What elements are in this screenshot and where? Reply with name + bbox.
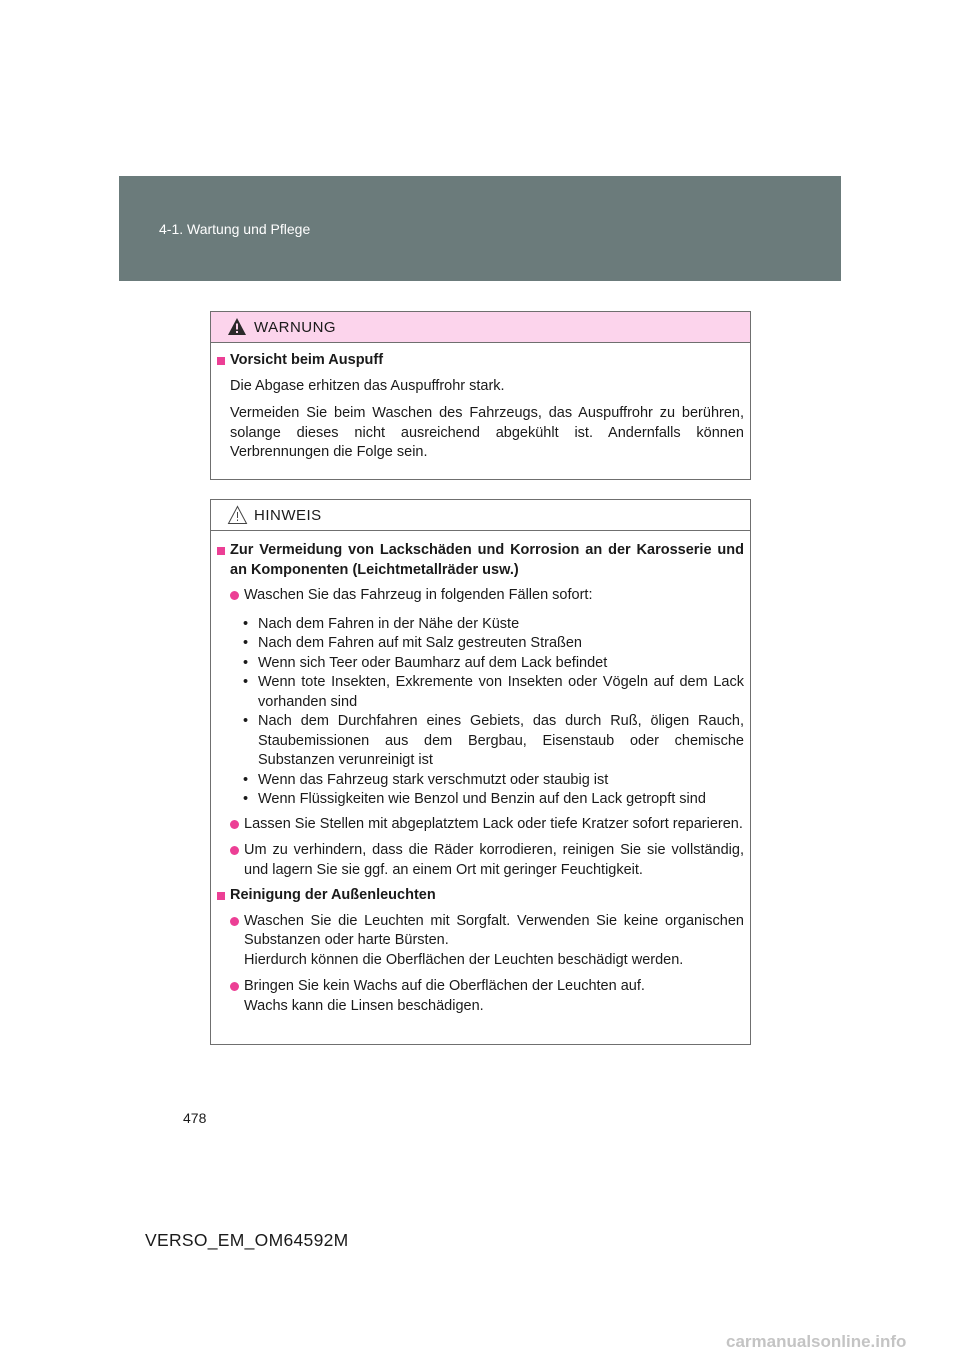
circle-bullet-icon: [230, 591, 239, 600]
notice-section-heading: Zur Vermeidung von Lackschäden und Korrosion an der Karosserie und an Komponenten (Leichtmetallräder usw.): [217, 541, 744, 580]
square-bullet-icon: [217, 892, 225, 900]
watermark: carmanualsonline.info: [726, 1332, 907, 1351]
warning-paragraph: Die Abgase erhitzen das Auspuffrohr stark.: [230, 377, 505, 394]
circle-bullet-icon: [230, 982, 239, 991]
bullet-item: • Nach dem Fahren auf mit Salz gestreuten Straßen: [243, 635, 582, 651]
notice-box: [210, 499, 751, 1045]
list-item: Bringen Sie kein Wachs auf die Oberflächen der Leuchten auf. Wachs kann die Linsen beschädigen.: [230, 977, 744, 1016]
square-bullet-icon: [217, 357, 225, 365]
notice-section-heading: Reinigung der Außenleuchten: [217, 886, 744, 906]
bullet-item: • Wenn Flüssigkeiten wie Benzol und Benzin auf den Lack getropft sind: [243, 791, 706, 807]
warning-header: [211, 312, 750, 343]
warning-triangle-icon: [227, 317, 247, 336]
bullet-item: • Nach dem Durchfahren eines Gebiets, das durch Ruß, öligen Rauch, Staubemissionen aus dem Bergbau, Eisenstaub oder chemische Substanzen verunreinigt ist: [243, 713, 744, 768]
list-item: Lassen Sie Stellen mit abgeplatztem Lack oder tiefe Kratzer sofort reparieren.: [230, 815, 744, 835]
notice-header: [211, 500, 750, 531]
notice-title: HINWEIS: [254, 507, 322, 524]
warning-paragraph: Vermeiden Sie beim Waschen des Fahrzeugs, das Auspuffrohr zu berühren, solange dieses nicht ausreichend abgekühlt ist. Andernfalls können Verbrennungen die Folge sein.: [230, 405, 744, 460]
circle-bullet-icon: [230, 846, 239, 855]
caution-triangle-icon: [227, 505, 248, 525]
document-code: VERSO_EM_OM64592M: [145, 1230, 349, 1250]
bullet-item: • Wenn sich Teer oder Baumharz auf dem Lack befindet: [243, 654, 608, 671]
warning-box: [210, 311, 751, 480]
circle-bullet-icon: [230, 917, 239, 926]
square-bullet-icon: [217, 547, 225, 555]
warning-heading: Vorsicht beim Auspuff: [217, 351, 744, 371]
header-band: [119, 176, 841, 281]
warning-title: WARNUNG: [254, 319, 337, 336]
bullet-item: • Nach dem Fahren in der Nähe der Küste: [243, 615, 520, 632]
bullet-item: • Wenn tote Insekten, Exkremente von Insekten oder Vögeln auf dem Lack vorhanden sind: [243, 674, 744, 710]
list-item: Waschen Sie das Fahrzeug in folgenden Fällen sofort:: [230, 586, 744, 606]
page-number: 478: [183, 1110, 207, 1126]
section-title: 4-1. Wartung und Pflege: [159, 221, 311, 237]
circle-bullet-icon: [230, 820, 239, 829]
list-item: Um zu verhindern, dass die Räder korrodieren, reinigen Sie sie vollständig, und lagern Sie sie ggf. an einem Ort mit geringer Feuchtigkeit.: [230, 841, 744, 880]
list-item: Waschen Sie die Leuchten mit Sorgfalt. Verwenden Sie keine organischen Substanzen oder harte Bürsten. Hierdurch können die Oberflächen der Leuchten beschädigt werden.: [230, 912, 744, 971]
bullet-item: • Wenn das Fahrzeug stark verschmutzt oder staubig ist: [243, 771, 609, 788]
